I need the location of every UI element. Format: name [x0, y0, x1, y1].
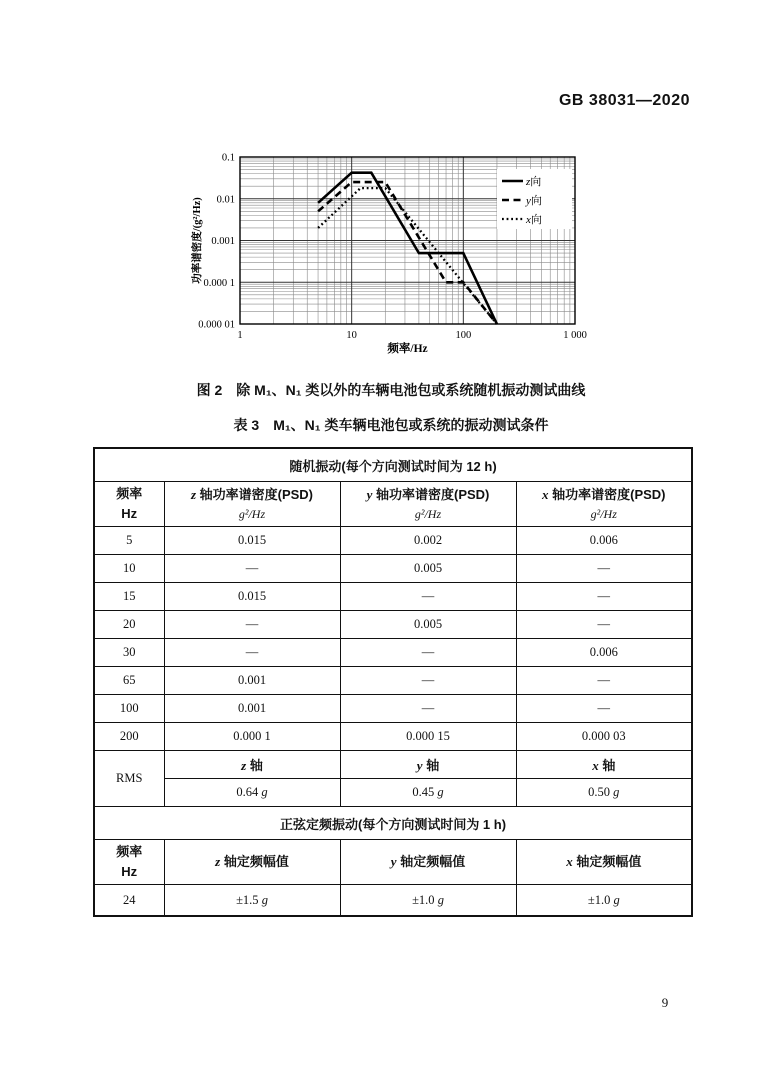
freq-cell: 65	[94, 667, 164, 695]
sine-section-title: 正弦定频振动(每个方向测试时间为 1 h)	[94, 807, 692, 840]
random-header-row	[94, 482, 692, 527]
rms-value-z: 0.64 g	[164, 779, 340, 807]
y-tick-label: 0.000 1	[203, 277, 235, 289]
sine-header-row	[94, 840, 692, 885]
psd-x-cell: —	[516, 583, 692, 611]
psd-y-cell: —	[340, 667, 516, 695]
rms-axis-y: y 轴	[340, 751, 516, 779]
freq-cell: 24	[94, 885, 164, 917]
y-axis-title: 功率谱密度/(g²/Hz)	[192, 197, 203, 284]
freq-cell: 100	[94, 695, 164, 723]
rms-value-x: 0.50 g	[516, 779, 692, 807]
table-row	[94, 611, 692, 639]
freq-cell: 30	[94, 639, 164, 667]
col-header-z-amp: z 轴定频幅值	[164, 840, 340, 885]
freq-cell: 200	[94, 723, 164, 751]
psd-z-cell: 0.001	[164, 695, 340, 723]
y-tick-label: 0.000 01	[198, 319, 235, 331]
rms-axes-row	[94, 751, 692, 779]
psd-y-cell: —	[340, 583, 516, 611]
psd-z-cell: —	[164, 611, 340, 639]
psd-y-cell: —	[340, 695, 516, 723]
freq-cell: 5	[94, 527, 164, 555]
col-header-y-amp: y 轴定频幅值	[340, 840, 516, 885]
y-tick-label: 0.1	[221, 152, 235, 164]
table-row	[94, 667, 692, 695]
y-tick-label: 0.001	[211, 236, 235, 247]
table-row	[94, 639, 692, 667]
freq-cell: 20	[94, 611, 164, 639]
standard-number: GB 38031—2020	[558, 92, 690, 109]
psd-y-cell: 0.005	[340, 555, 516, 583]
rms-axis-x: x 轴	[516, 751, 692, 779]
col-header-frequency: 频率 Hz	[94, 482, 164, 527]
x-axis-title: 频率/Hz	[387, 343, 428, 355]
psd-x-cell: 0.006	[516, 527, 692, 555]
col-header-x-amp: x 轴定频幅值	[516, 840, 692, 885]
rms-values-row	[94, 779, 692, 807]
x-tick-label: 10	[346, 330, 357, 341]
legend-label: z向	[526, 175, 542, 188]
table-row	[94, 695, 692, 723]
psd-z-cell: 0.015	[164, 527, 340, 555]
table-row	[94, 555, 692, 583]
table-row	[94, 583, 692, 611]
page-number: 9	[661, 995, 669, 1010]
psd-z-cell: 0.015	[164, 583, 340, 611]
rms-value-y: 0.45 g	[340, 779, 516, 807]
legend	[497, 169, 572, 229]
table-row	[94, 527, 692, 555]
psd-x-cell: —	[516, 555, 692, 583]
x-tick-label: 100	[455, 330, 472, 341]
chart-curves	[318, 173, 497, 324]
rms-axis-z: z 轴	[164, 751, 340, 779]
freq-cell: 15	[94, 583, 164, 611]
col-header-z-psd: z 轴功率谱密度(PSD) g²/Hz	[164, 482, 340, 527]
psd-z-cell: —	[164, 639, 340, 667]
psd-y-cell: 0.002	[340, 527, 516, 555]
amp-y-cell: ±1.0 g	[340, 885, 516, 917]
psd-z-cell: 0.000 1	[164, 723, 340, 751]
curve-z	[318, 173, 497, 324]
y-tick-label: 0.01	[216, 194, 235, 206]
psd-x-cell: —	[516, 667, 692, 695]
random-section-title: 随机振动(每个方向测试时间为 12 h)	[94, 448, 692, 482]
col-header-y-psd: y 轴功率谱密度(PSD) g²/Hz	[340, 482, 516, 527]
legend-label: y向	[526, 194, 542, 207]
x-tick-label: 1 000	[563, 330, 587, 341]
table-row	[94, 723, 692, 751]
psd-y-cell: —	[340, 639, 516, 667]
figure-2-chart	[150, 138, 650, 373]
amp-x-cell: ±1.0 g	[516, 885, 692, 917]
figure-2-caption: 图 2 除 M₁、N₁ 类以外的车辆电池包或系统随机振动测试曲线	[196, 382, 586, 398]
psd-x-cell: —	[516, 611, 692, 639]
psd-y-cell: 0.000 15	[340, 723, 516, 751]
x-tick-label: 1	[237, 330, 243, 341]
legend-label: x向	[526, 213, 542, 226]
curve-x	[318, 188, 497, 324]
amp-z-cell: ±1.5 g	[164, 885, 340, 917]
psd-x-cell: 0.006	[516, 639, 692, 667]
psd-y-cell: 0.005	[340, 611, 516, 639]
col-header-frequency-sine: 频率 Hz	[94, 840, 164, 885]
psd-x-cell: 0.000 03	[516, 723, 692, 751]
psd-z-cell: 0.001	[164, 667, 340, 695]
vibration-test-table	[93, 447, 693, 917]
col-header-x-psd: x 轴功率谱密度(PSD) g²/Hz	[516, 482, 692, 527]
psd-x-cell: —	[516, 695, 692, 723]
table-row	[94, 885, 692, 917]
random-section-row	[94, 448, 692, 482]
freq-cell: 10	[94, 555, 164, 583]
sine-section-row	[94, 807, 692, 840]
table-3-caption: 表 3 M₁、N₁ 类车辆电池包或系统的振动测试条件	[233, 417, 549, 433]
rms-label: RMS	[94, 751, 164, 807]
psd-z-cell: —	[164, 555, 340, 583]
